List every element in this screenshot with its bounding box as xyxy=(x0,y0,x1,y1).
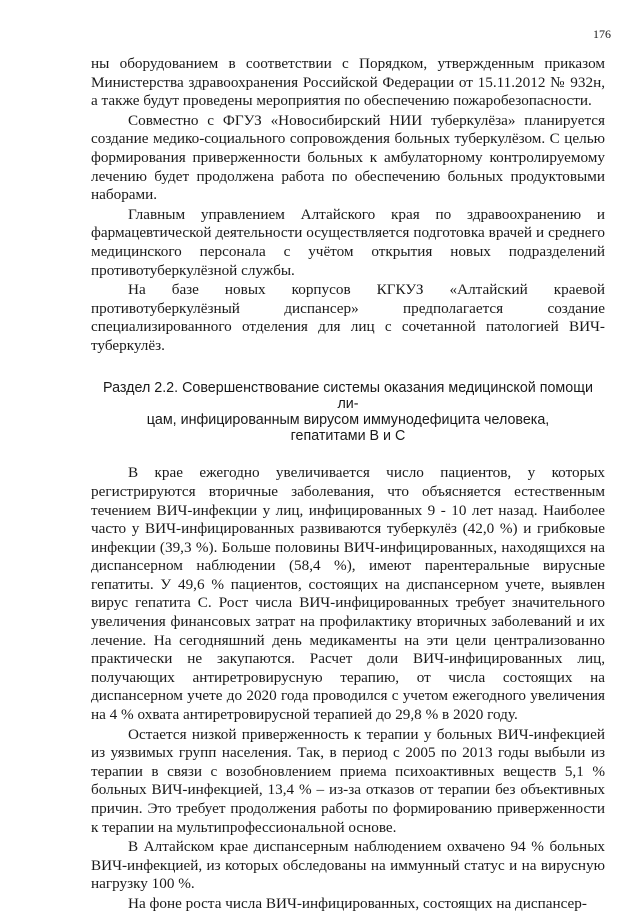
paragraph-tb-support: Совместно с ФГУЗ «Новосибирский НИИ туберкулёза» планируется создание медико-социального сопровождения больных туберкулёзом. С целью формирования приверженности больных к амбулаторному контролируемому лечению будет продолжена работа по обеспечению больных продуктовыми наборами. xyxy=(91,111,605,204)
paragraph-new-department: На базе новых корпусов КГКУЗ «Алтайский краевой противотуберкулёзный диспансер» предполагается создание специализированного отделения для лиц с сочетанной патологией ВИЧ-туберкулёз. xyxy=(91,281,605,354)
section-heading-line-2: цам, инфицированным вирусом иммунодефицита человека, xyxy=(146,411,550,428)
paragraph-growth: На фоне роста числа ВИЧ-инфицированных, состоящих на диспансер- xyxy=(128,894,587,912)
page-content xyxy=(91,55,605,914)
paragraph-staff-training: Главным управлением Алтайского края по здравоохранению и фармацевтической деятельности осуществляется подготовка врачей и среднего медицинского персонала с учётом открытия новых подразделений противотуберкулёзной службы. xyxy=(91,205,605,279)
paragraph-dispensary-coverage: В Алтайском крае диспансерным наблюдением охвачено 94 % больных ВИЧ-инфекцией, из которых обследованы на иммунный статус и на вирусную нагрузку 100 %. xyxy=(91,838,605,893)
paragraph-adherence: Остается низкой приверженность к терапии у больных ВИЧ-инфекцией из уязвимых групп населения. Так, в период с 2005 по 2013 годы выбыли из терапии в связи с возобновлением приема психоактивных веществ 5,1 % больных ВИЧ-инфекцией, 13,4 % – из-за отказов от терапии без объективных причин. Это требует продолжения работы по формированию приверженности к терапии на мультипрофессиональной основе. xyxy=(91,725,605,836)
section-heading-line-1: Раздел 2.2. Совершенствование системы оказания медицинской помощи ли- xyxy=(103,379,593,412)
section-heading xyxy=(91,380,605,445)
section-heading-line-3: гепатитами В и С xyxy=(290,428,406,445)
paragraph-continuation: ны оборудованием в соответствии с Порядком, утвержденным приказом Министерства здравоохранения Российской Федерации от 15.11.2012 № 932н, а также будут проведены мероприятия по обеспечению пожаробезопасности. xyxy=(91,55,605,110)
paragraph-hiv-secondary-diseases: В крае ежегодно увеличивается число пациентов, у которых регистрируются вторичные заболевания, что объясняется естественным течением ВИЧ-инфекции у лиц, инфицированных 9 - 10 лет назад. Наиболее часто у ВИЧ-инфицированных развиваются туберкулёз (42,0 %) и грибковые инфекции (39,3 %). Больше половины ВИЧ-инфицированных, находящихся на диспансерном наблюдении (58,4 %), имеют парентеральные вирусные гепатиты. У 49,6 % пациентов, состоящих на диспансерном учете, выявлен вирус гепатита С. Рост числа ВИЧ-инфицированных требует значительного увеличения финансовых затрат на профилактику вторичных заболеваний и их лечение. На сегодняшний день медикаменты на эти цели централизованно практически не закупаются. Расчет доли ВИЧ-инфицированных лиц, получающих антиретровирусную терапию, от числа состоящих на диспансерном учете до 2020 года проводился с учетом ежегодного увеличения на 4 % охвата антиретровирусной терапией до 29,8 % в 2020 году. xyxy=(91,464,605,724)
page-number: 176 xyxy=(593,27,611,41)
